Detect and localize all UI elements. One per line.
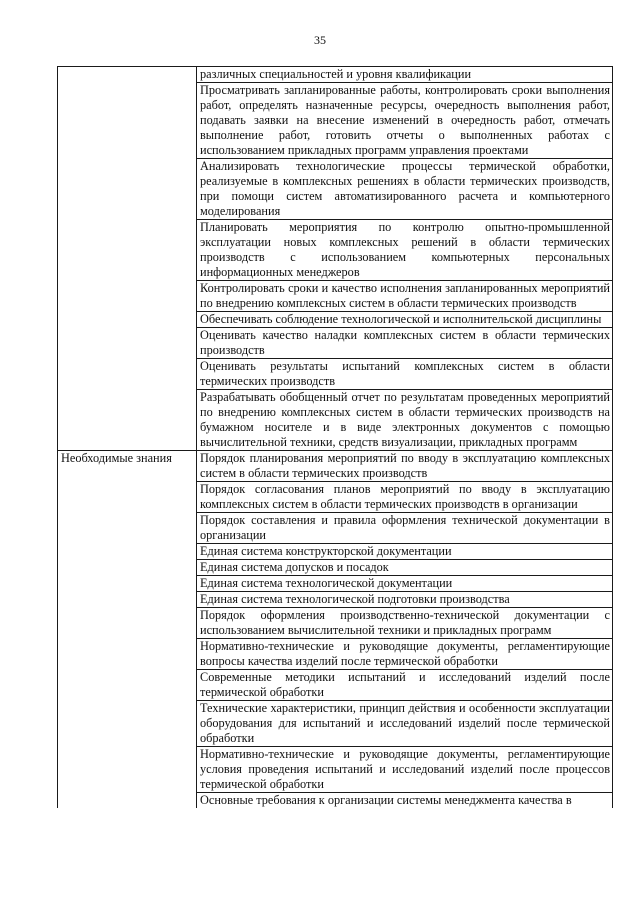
table-cell: Порядок оформления производственно-технической документации с использованием вычислительной техники и прикладных программ (197, 608, 613, 639)
table-cell: Порядок составления и правила оформления технической документации в организации (197, 513, 613, 544)
table-cell: Современные методики испытаний и исследований изделий после термической обработки (197, 670, 613, 701)
table-cell: Нормативно-технические и руководящие документы, регламентирующие вопросы качества изделий после термической обработки (197, 639, 613, 670)
table-cell: Оценивать качество наладки комплексных систем в области термических производств (197, 328, 613, 359)
table-cell: различных специальностей и уровня квалификации (197, 67, 613, 83)
table-cell: Планировать мероприятия по контролю опытно-промышленной эксплуатации новых комплексных решений в области термических производств с использованием компьютерных персональных информационных менеджеров (197, 220, 613, 281)
table-cell: Нормативно-технические и руководящие документы, регламентирующие условия проведения испытаний и исследований изделий после процессов термической обработки (197, 747, 613, 793)
table-cell: Порядок согласования планов мероприятий по вводу в эксплуатацию комплексных систем в области термических производств в организации (197, 482, 613, 513)
table-cell: Технические характеристики, принцип действия и особенности эксплуатации оборудования для испытаний и исследований изделий после термической обработки (197, 701, 613, 747)
table-cell: Единая система технологической подготовки производства (197, 592, 613, 608)
table-cell: Разрабатывать обобщенный отчет по результатам проведенных мероприятий по внедрению комплексных систем в области термических производств на бумажном носителе и в виде электронных документов с помощью вычислительной техники, средств визуализации, прикладных программ (197, 390, 613, 451)
table-cell: Просматривать запланированные работы, контролировать сроки выполнения работ, определять назначенные ресурсы, очередность выполнения работ, подавать заявки на внесение изменений в очередность работ, отмечать выполнение работ, готовить отчеты о выполненных работах с использованием прикладных программ управления проектами (197, 83, 613, 159)
table-row (58, 451, 613, 482)
table-cell: Единая система технологической документации (197, 576, 613, 592)
table-cell: Единая система допусков и посадок (197, 560, 613, 576)
table-cell: Контролировать сроки и качество исполнения запланированных мероприятий по внедрению комплексных систем в области термических производств (197, 281, 613, 312)
table-row (58, 67, 613, 83)
table-cell: Основные требования к организации системы менеджмента качества в (197, 793, 613, 809)
table-cell: Оценивать результаты испытаний комплексных систем в области термических производств (197, 359, 613, 390)
table-cell: Обеспечивать соблюдение технологической и исполнительской дисциплины (197, 312, 613, 328)
table-cell: Анализировать технологические процессы термической обработки, реализуемые в комплексных решениях в области термических производств, при помощи систем автоматизированного расчета и компьютерного моделирования (197, 159, 613, 220)
knowledge-label: Необходимые знания (58, 451, 197, 809)
table-cell: Порядок планирования мероприятий по вводу в эксплуатацию комплексных систем в области термических производств (197, 451, 613, 482)
page-number: 35 (314, 33, 326, 47)
skills-label-cell (58, 67, 197, 451)
table-cell: Единая система конструкторской документации (197, 544, 613, 560)
requirements-table (57, 66, 613, 808)
